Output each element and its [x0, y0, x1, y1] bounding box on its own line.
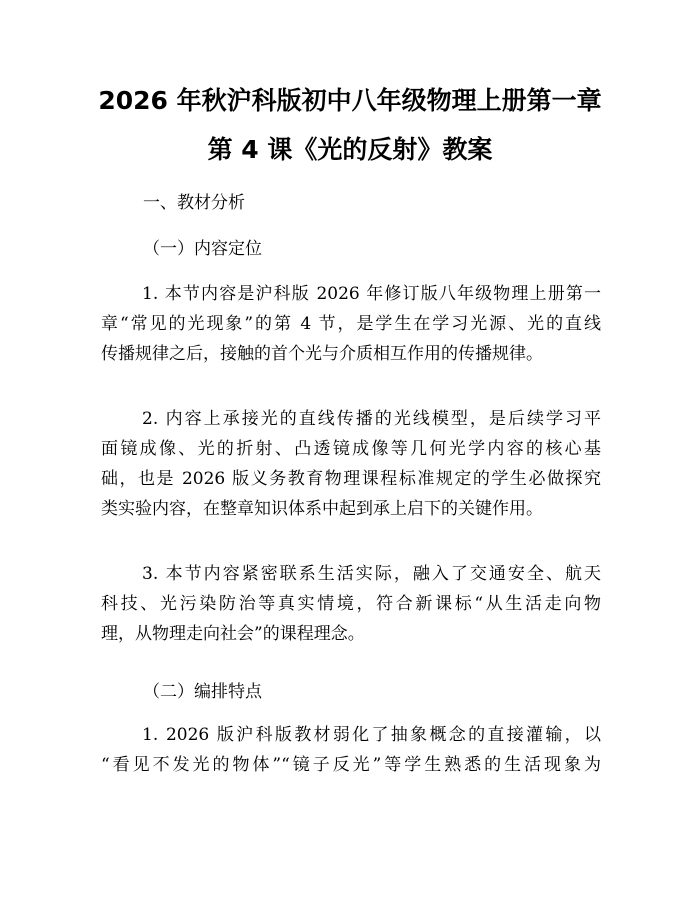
- paragraph-line: 3. 本节内容紧密联系生活实际，融入了交通安全、航天: [142, 564, 601, 584]
- subsection-heading-layout-features: （二）编排特点: [143, 682, 262, 702]
- paragraph-content-positioning-3: [101, 559, 601, 649]
- paragraph-line: 科技、光污染防治等真实情境，符合新课标“从生活走向物: [101, 594, 601, 614]
- paragraph-line: 1. 2026 版沪科版教材弱化了抽象概念的直接灌输，以: [142, 725, 601, 745]
- paragraph-line: 2. 内容上承接光的直线传播的光线模型，是后续学习平: [142, 409, 601, 429]
- paragraph-line: 面镜成像、光的折射、凸透镜成像等几何光学内容的核心基: [101, 439, 601, 459]
- document-title-line-1: 2026 年秋沪科版初中八年级物理上册第一章: [98, 86, 602, 115]
- subsection-heading-content-positioning: （一）内容定位: [143, 239, 262, 259]
- document-title-line-2: 第 4 课《光的反射》教案: [207, 135, 493, 164]
- paragraph-content-positioning-2: [101, 404, 601, 524]
- paragraph-line: 章“常见的光现象”的第 4 节，是学生在学习光源、光的直线: [101, 314, 601, 334]
- paragraph-line: “看见不发光的物体”“镜子反光”等学生熟悉的生活现象为: [101, 755, 601, 775]
- section-heading-textbook-analysis: 一、教材分析: [143, 193, 245, 213]
- paragraph-line: 理，从物理走向社会”的课程理念。: [101, 624, 365, 644]
- paragraph-line: 1. 本节内容是沪科版 2026 年修订版八年级物理上册第一: [142, 284, 601, 304]
- paragraph-line: 类实验内容，在整章知识体系中起到承上启下的关键作用。: [101, 499, 543, 519]
- paragraph-line: 础，也是 2026 版义务教育物理课程标准规定的学生必做探究: [101, 469, 601, 489]
- paragraph-layout-features-1: [101, 720, 601, 780]
- paragraph-line: 传播规律之后，接触的首个光与介质相互作用的传播规律。: [101, 344, 543, 364]
- paragraph-content-positioning-1: [101, 279, 601, 369]
